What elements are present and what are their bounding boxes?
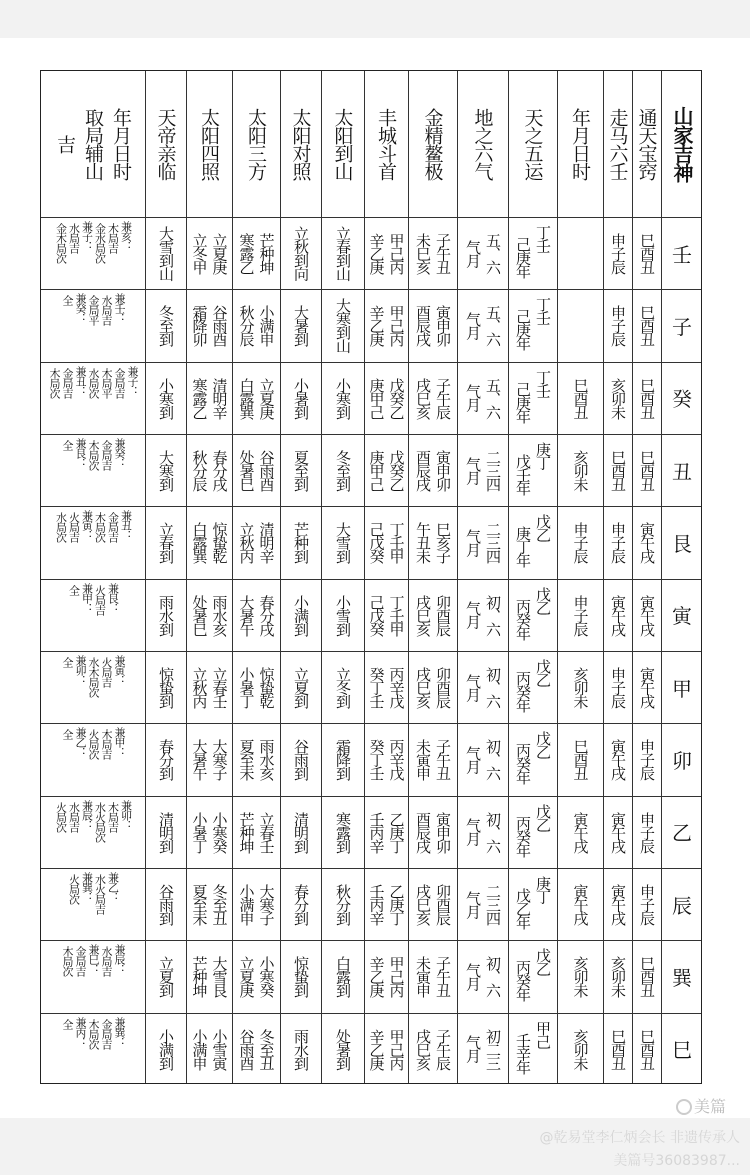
cell-sizhao: 立春壬 立秋丙 (190, 666, 229, 708)
cell-nyrs: 寅午戌 (571, 811, 590, 853)
account-watermark: 美篇号36083987... (613, 1153, 740, 1169)
cell-duizhao: 雨水到 (292, 1028, 310, 1070)
cell-zouma: 申子辰 (609, 305, 627, 346)
header-taiyangsanfang: 太阳三方 (245, 108, 267, 180)
cell-sizhao: 冬至丑 夏至未 (190, 883, 229, 925)
mountain-name: 壬 (672, 242, 692, 267)
cell-duizhao: 小暑到 (292, 377, 310, 419)
mountain-name: 寅 (672, 604, 692, 629)
header-nyrs1: 年月日时 (569, 108, 591, 180)
cell-sizhao: 惊蛰乾 白露巽 (190, 522, 229, 563)
cell-tongtian: 寅午戌 (638, 522, 656, 563)
cell-zouma: 寅午戌 (609, 883, 627, 925)
cell-nyrs: 寅午戌 (571, 883, 590, 925)
cell-fengcheng: 甲己丙 辛乙庚 (367, 232, 406, 274)
cell-sanfang: 大寒子 小满申 (237, 883, 276, 925)
cell-zouma: 申子辰 (609, 232, 627, 274)
cell-fengcheng: 乙庚丁 壬丙辛 (367, 811, 406, 853)
cell-dizhi: 初、六 气月 (464, 739, 502, 780)
cell-duizhao: 春分到 (292, 883, 310, 925)
cell-fengcheng: 甲己丙 辛乙庚 (367, 1028, 406, 1070)
cell-tiandi: 惊蛰到 (157, 666, 175, 708)
cell-jinjing: 子午辰 戌巳亥 (414, 1028, 452, 1070)
cell-fengcheng: 戊癸乙 庚甲己 (367, 449, 406, 491)
cell-duizhao: 大暑到 (292, 305, 310, 346)
auxiliary-note: 兼癸： 金局吉 木局次 兼艮： 全 (61, 438, 126, 470)
cell-tianzhi: 丁壬 己庚年 (514, 369, 552, 423)
header-dizhi: 地之六气 (471, 108, 494, 180)
mountain-name: 巽 (672, 965, 692, 990)
cell-jinjing: 卯酉辰 戌巳亥 (414, 883, 452, 925)
header-zouma: 走马六壬 (606, 108, 629, 180)
cell-sizhao: 小寒癸 小暑丁 (190, 811, 229, 853)
cell-sizhao: 春分戌 秋分辰 (190, 449, 229, 491)
cell-tiandi: 大寒到 (157, 449, 175, 491)
header-last: 年月日时 取局辅山 吉 (54, 108, 132, 180)
cell-tianzhi: 庚丁 戊乙年 (514, 876, 552, 929)
cell-tongtian: 寅午戌 (638, 594, 656, 636)
cell-tongtian: 巳酉丑 (638, 1028, 656, 1070)
auxiliary-note: 兼辰： 水局吉 兼巳： 金局吉 木局次 (61, 944, 126, 977)
cell-daoshan: 小寒到 (334, 377, 352, 419)
cell-daoshan: 白露到 (334, 956, 352, 997)
cell-zouma: 寅午戌 (609, 811, 627, 853)
cell-jinjing: 卯酉辰 戌巳亥 (414, 666, 452, 708)
cell-tongtian: 巳酉丑 (638, 232, 656, 274)
cell-zouma: 申子辰 (609, 522, 627, 563)
header-tiandi: 天帝亲临 (154, 108, 177, 180)
header-tianzhi: 天之五运 (521, 108, 544, 180)
cell-jinjing: 子午丑 未巳亥 (414, 232, 452, 274)
cell-jinjing: 子午丑 未寅申 (414, 956, 452, 997)
cell-duizhao: 立秋到向 (292, 226, 310, 281)
mountain-name: 卯 (672, 748, 692, 773)
cell-tongtian: 申子辰 (638, 811, 656, 853)
cell-sanfang: 立春壬 芒种坤 (237, 811, 276, 853)
cell-nyrs: 申子辰 (571, 594, 590, 636)
cell-nyrs: 亥卯未 (571, 1028, 590, 1070)
cell-tianzhi: 丁壬 己庚年 (514, 297, 552, 350)
auxiliary-note: 兼巽： 金局吉 木局次 兼丙： 全 (61, 1016, 126, 1049)
cell-tongtian: 巳酉丑 (638, 305, 656, 346)
cell-daoshan: 霜降到 (334, 739, 352, 780)
cell-tianzhi: 戊乙 丙癸年 (514, 731, 552, 784)
cell-fengcheng: 丁壬甲 己戊癸 (367, 522, 406, 563)
cell-fengcheng: 甲己丙 辛乙庚 (367, 305, 406, 346)
mountain-name: 丑 (672, 459, 692, 484)
cell-tiandi: 春分到 (157, 739, 175, 780)
cell-duizhao: 立夏到 (292, 666, 310, 708)
cell-dizhi: 初、六 气月 (464, 666, 502, 708)
cell-sanfang: 谷雨酉 处暑巳 (237, 449, 276, 491)
auxiliary-note: 兼艮： 火局吉 兼甲： 全 (67, 582, 120, 615)
cell-daoshan: 寒露到 (334, 811, 352, 853)
cell-nyrs (557, 217, 603, 289)
cell-jinjing: 巳亥子 午丑未 (414, 522, 452, 563)
auxiliary-note: 兼乙： 水火局吉 兼巽： 火局次 (67, 872, 120, 914)
cell-dizhi: 五、六 气月 (464, 232, 502, 274)
mountain-name: 辰 (672, 893, 692, 918)
cell-jinjing: 寅申卯 酉辰戌 (414, 811, 452, 853)
cell-dizhi: 五、六 气月 (464, 305, 502, 346)
cell-fengcheng: 丙辛戊 癸丁壬 (367, 739, 406, 780)
cell-daoshan: 立春到山 (334, 226, 352, 281)
cell-sanfang: 芒种坤 寒露乙 (237, 232, 276, 274)
header-jinjing: 金精鳌极 (421, 108, 444, 180)
cell-duizhao: 小满到 (292, 594, 310, 636)
cell-sanfang: 雨水亥 夏至未 (237, 739, 276, 780)
cell-tianzhi: 庚丁 戊壬年 (514, 442, 552, 495)
cell-tianzhi: 戊乙 丙癸年 (514, 948, 552, 1001)
cell-nyrs: 亥卯未 (571, 449, 590, 491)
cell-duizhao: 谷雨到 (292, 739, 310, 780)
cell-sanfang: 立夏庚 白露巽 (237, 377, 276, 419)
cell-tiandi: 冬至到 (157, 305, 175, 346)
cell-sanfang: 小寒癸 立夏庚 (237, 956, 276, 997)
cell-tiandi: 大雪到山 (157, 226, 175, 281)
cell-duizhao: 惊蛰到 (292, 956, 310, 997)
cell-tiandi: 谷雨到 (157, 883, 175, 925)
cell-tianzhi: 戊乙 丙癸年 (514, 586, 552, 640)
cell-tiandi: 小寒到 (157, 377, 175, 419)
cell-dizhi: 初、六 气月 (464, 811, 502, 853)
cell-fengcheng: 乙庚丁 壬丙辛 (367, 883, 406, 925)
cell-duizhao: 清明到 (292, 811, 310, 853)
cell-tongtian: 申子辰 (638, 883, 656, 925)
mountain-name: 甲 (672, 676, 692, 701)
cell-tianzhi: 甲己 壬辛年 (514, 1020, 552, 1074)
mountain-name: 癸 (672, 387, 692, 412)
cell-daoshan: 小雪到 (334, 594, 352, 636)
auxiliary-note: 兼壬： 水局吉 金局平 兼癸： 全 (61, 293, 126, 326)
cell-nyrs: 巳酉丑 (571, 739, 590, 780)
cell-jinjing: 子午辰 戌巳亥 (414, 377, 452, 419)
mountain-name: 子 (672, 314, 692, 339)
cell-jinjing: 寅申卯 酉辰戌 (414, 305, 452, 346)
cell-sizhao: 立夏庚 立冬甲 (190, 232, 229, 274)
cell-dizhi: 五、六 气月 (464, 377, 502, 419)
cell-dizhi: 二三四 气月 (464, 522, 502, 563)
header-fengcheng: 丰城斗首 (375, 108, 397, 180)
cell-daoshan: 秋分到 (334, 883, 352, 925)
cell-fengcheng: 丁壬甲 己戊癸 (367, 594, 406, 636)
cell-daoshan: 冬至到 (334, 449, 352, 491)
cell-tiandi: 雨水到 (157, 594, 175, 636)
cell-sanfang: 惊蛰乾 小暑丁 (237, 666, 276, 708)
cell-sizhao: 谷雨酉 霜降卯 (190, 305, 229, 346)
cell-zouma: 寅午戌 (609, 739, 627, 780)
cell-tiandi: 小满到 (157, 1028, 175, 1070)
auxiliary-note: 兼甲： 木局吉 火局次 兼乙： 全 (61, 727, 126, 760)
auxiliary-note: 兼丑： 金局吉 木局次 兼寅： 火局吉 水局次 (54, 510, 133, 543)
cell-fengcheng: 戊癸乙 庚甲己 (367, 377, 406, 419)
header-taiyangdaoshan: 太阳到山 (331, 108, 354, 180)
cell-fengcheng: 甲己丙 辛乙庚 (367, 956, 406, 997)
cell-zouma: 亥卯未 (609, 377, 627, 419)
cell-tiandi: 立春到 (157, 522, 175, 563)
cell-sanfang: 小满申 秋分辰 (237, 305, 276, 346)
cell-sanfang: 冬至丑 谷雨酉 (237, 1028, 276, 1070)
cell-sanfang: 春分戌 大暑午 (237, 594, 276, 636)
cell-nyrs (557, 289, 603, 361)
cell-nyrs: 巳酉丑 (571, 377, 590, 419)
cell-tiandi: 清明到 (157, 811, 175, 853)
cell-zouma: 申子辰 (609, 666, 627, 708)
mountain-name: 艮 (672, 531, 692, 556)
cell-nyrs: 申子辰 (571, 522, 590, 563)
cell-duizhao: 夏至到 (292, 449, 310, 491)
cell-zouma: 寅午戌 (609, 594, 627, 636)
cell-dizhi: 初二三 气月 (464, 1028, 502, 1070)
document-page (0, 38, 750, 1118)
cell-tianzhi: 戊乙 庚丁年 (514, 514, 552, 567)
cell-fengcheng: 丙辛戊 癸丁壬 (367, 666, 406, 708)
mountain-name: 巳 (672, 1038, 692, 1063)
cell-jinjing: 卯酉辰 戌巳亥 (414, 594, 452, 636)
cell-tongtian: 巳酉丑 (638, 377, 656, 419)
cell-jinjing: 寅申卯 酉辰戌 (414, 449, 452, 491)
cell-sizhao: 大雪艮 芒种坤 (190, 956, 229, 997)
cell-sizhao: 大寒子 大暑午 (190, 739, 229, 780)
meipian-logo-icon (676, 1099, 692, 1115)
cell-daoshan: 大寒到山 (334, 298, 352, 353)
header-taiyangduizhao: 太阳对照 (289, 108, 312, 180)
header-taiyangsizhao: 太阳四照 (198, 108, 220, 180)
cell-dizhi: 二三四 气月 (464, 449, 502, 491)
cell-sizhao: 清明辛 寒露乙 (190, 377, 229, 419)
cell-tianzhi: 丁壬 己庚年 (514, 225, 552, 278)
meipian-watermark: 美篇 (676, 1094, 726, 1117)
cell-zouma: 巳酉丑 (609, 1028, 627, 1070)
author-watermark: @乾易堂李仁炳会长 非遗传承人 (539, 1130, 740, 1146)
cell-nyrs: 亥卯未 (571, 666, 590, 708)
auxiliary-note: 兼寅： 火局吉 水木局次 兼卯： 全 (61, 655, 126, 697)
auxiliary-note: 兼子： 金局吉 木局平 水局次 兼丑： 金局吉 木局次 (48, 365, 139, 398)
cell-tongtian: 巳酉丑 (638, 449, 656, 491)
cell-dizhi: 初、六 气月 (464, 956, 502, 997)
cell-zouma: 巳酉丑 (609, 449, 627, 491)
cell-tongtian: 巳酉丑 (638, 956, 656, 997)
cell-daoshan: 处暑到 (334, 1028, 352, 1070)
header-shanjia: 山家吉神 (670, 106, 694, 182)
cell-daoshan: 大雪到 (334, 522, 352, 563)
cell-tongtian: 申子辰 (638, 739, 656, 780)
header-tongtian: 通天宝窍 (635, 108, 658, 180)
auxiliary-note: 兼亥： 木局吉 金水局次 兼子： 水局吉 金木局次 (54, 221, 133, 263)
cell-dizhi: 初、六 气月 (464, 594, 502, 636)
cell-jinjing: 子午丑 未寅申 (414, 739, 452, 780)
cell-zouma: 亥卯未 (609, 956, 627, 997)
cell-daoshan: 立冬到 (334, 666, 352, 708)
cell-tiandi: 立夏到 (157, 956, 175, 997)
mountain-name: 乙 (672, 821, 692, 846)
cell-nyrs: 亥卯未 (571, 956, 590, 997)
cell-sanfang: 清明辛 立秋丙 (237, 522, 276, 563)
cell-duizhao: 芒种到 (292, 522, 310, 563)
cell-tianzhi: 戊乙 丙癸年 (514, 659, 552, 712)
cell-dizhi: 二三四 气月 (464, 883, 502, 925)
cell-tianzhi: 戊乙 丙癸年 (514, 803, 552, 857)
cell-sizhao: 小雪寅 小满申 (190, 1028, 229, 1070)
auspicious-gods-table (40, 70, 702, 1084)
cell-tongtian: 寅午戌 (638, 666, 656, 708)
cell-sizhao: 雨水亥 处暑巳 (190, 594, 229, 636)
auxiliary-note: 兼卯： 木局吉 水火局次 兼辰： 水局吉 火局次 (54, 799, 133, 842)
